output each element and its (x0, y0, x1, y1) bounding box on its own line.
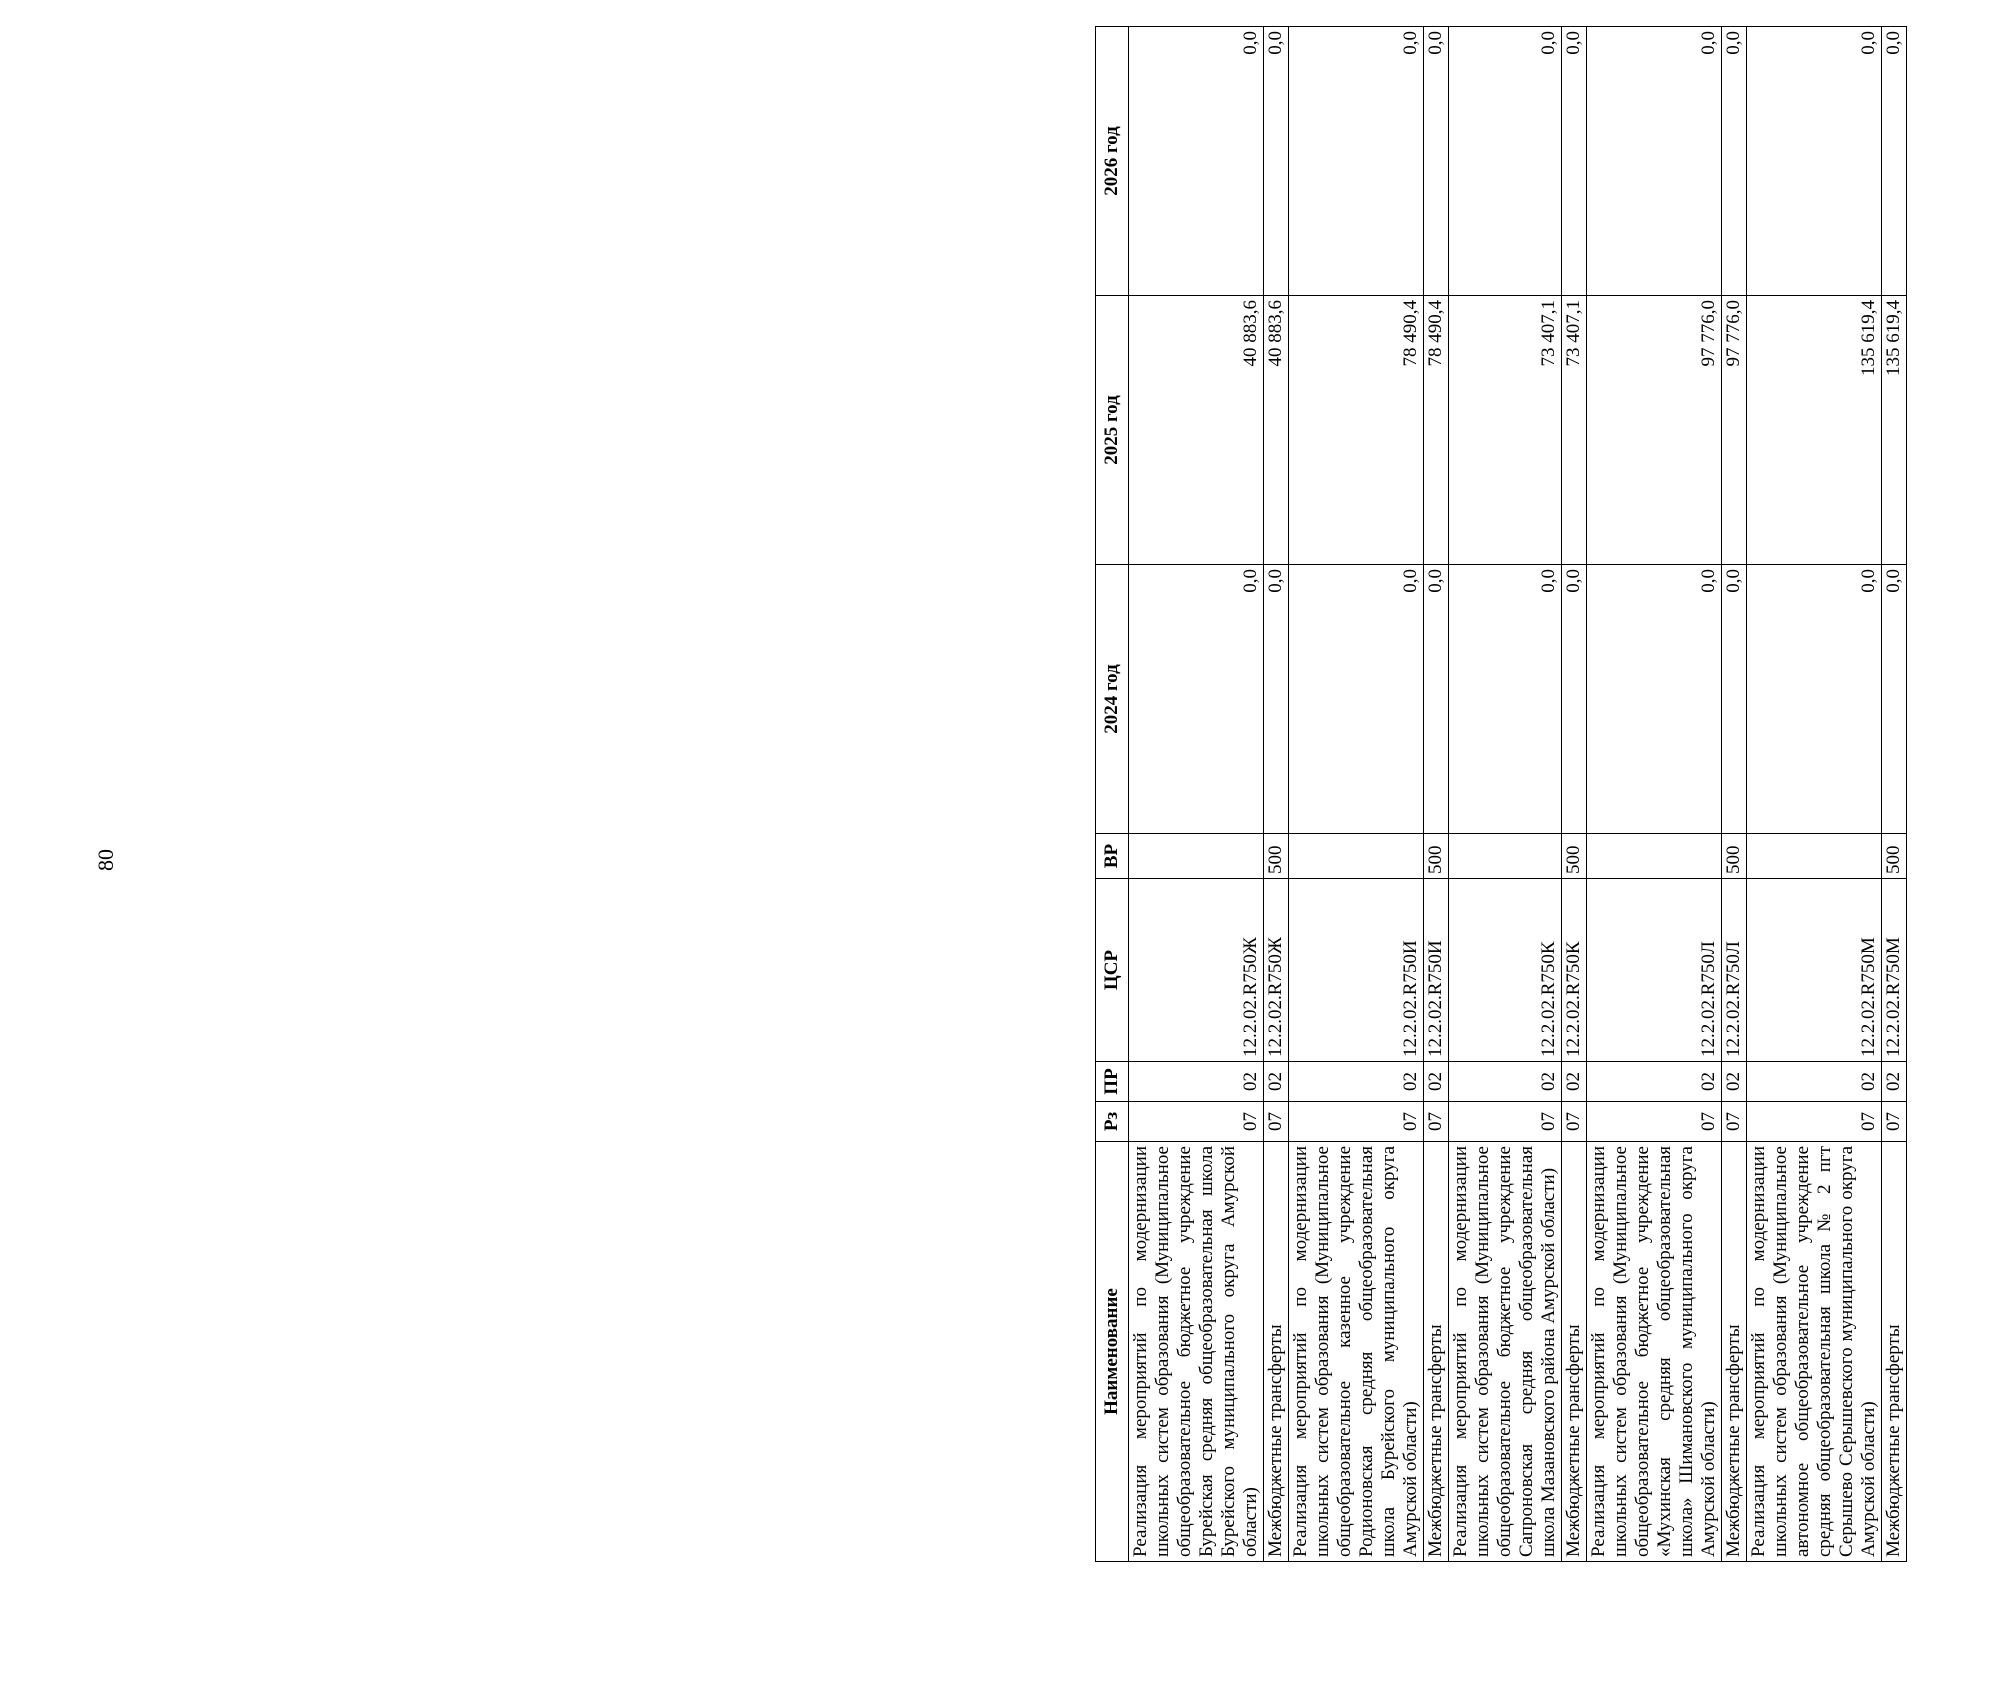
table-row (1722, 27, 1747, 1562)
cell-name: Реализация мероприятий по модернизации школьных систем образования (Муниципальное общеобразовательное бюджетное учреждение «Мухинская средняя общеобразовательная школа» Шимановского муниципального округа Амурской области) (1587, 1142, 1722, 1562)
cell-2024: 0,0 (1289, 565, 1424, 834)
cell-pr: 02 (1449, 1062, 1562, 1102)
table-header-row (1096, 27, 1129, 1562)
cell-name: Реализация мероприятий по модернизации школьных систем образования (Муниципальное автономное общеобразовательное учреждение средняя общеобразовательная школа № 2 пгт Серышево Серышевского муниципального округа Амурской области) (1747, 1142, 1882, 1562)
header-2026: 2026 год (1096, 27, 1129, 296)
cell-2024: 0,0 (1882, 565, 1907, 834)
cell-rz: 07 (1747, 1102, 1882, 1142)
header-name: Наименование (1096, 1142, 1129, 1562)
header-2024: 2024 год (1096, 565, 1129, 834)
cell-2025: 73 407,1 (1449, 296, 1562, 565)
cell-vr (1289, 834, 1424, 879)
cell-name: Межбюджетные трансферты (1882, 1142, 1907, 1562)
table-row (1882, 27, 1907, 1562)
cell-name: Реализация мероприятий по модернизации школьных систем образования (Муниципальное общеобразовательное казенное учреждение Родионовская средняя общеобразовательная школа Бурейского муниципального округа Амурской области) (1289, 1142, 1424, 1562)
cell-pr: 02 (1562, 1062, 1587, 1102)
cell-vr (1449, 834, 1562, 879)
cell-2024: 0,0 (1587, 565, 1722, 834)
cell-name: Межбюджетные трансферты (1424, 1142, 1449, 1562)
cell-pr: 02 (1264, 1062, 1289, 1102)
header-2025: 2025 год (1096, 296, 1129, 565)
cell-rz: 07 (1882, 1102, 1907, 1142)
cell-2024: 0,0 (1449, 565, 1562, 834)
header-csr: ЦСР (1096, 879, 1129, 1062)
cell-2026: 0,0 (1289, 27, 1424, 296)
cell-csr: 12.2.02.R750Ж (1129, 879, 1264, 1062)
cell-csr: 12.2.02.R750К (1449, 879, 1562, 1062)
cell-2026: 0,0 (1882, 27, 1907, 296)
cell-2026: 0,0 (1424, 27, 1449, 296)
cell-csr: 12.2.02.R750М (1747, 879, 1882, 1062)
cell-2024: 0,0 (1562, 565, 1587, 834)
cell-rz: 07 (1722, 1102, 1747, 1142)
cell-rz: 07 (1587, 1102, 1722, 1142)
header-pr: ПР (1096, 1062, 1129, 1102)
cell-2024: 0,0 (1129, 565, 1264, 834)
table-row (1264, 27, 1289, 1562)
cell-rz: 07 (1562, 1102, 1587, 1142)
cell-2026: 0,0 (1129, 27, 1264, 296)
cell-name: Межбюджетные трансферты (1562, 1142, 1587, 1562)
cell-2025: 135 619,4 (1747, 296, 1882, 565)
cell-2025: 135 619,4 (1882, 296, 1907, 565)
cell-2025: 78 490,4 (1289, 296, 1424, 565)
cell-pr: 02 (1424, 1062, 1449, 1102)
cell-2026: 0,0 (1587, 27, 1722, 296)
cell-csr: 12.2.02.R750И (1424, 879, 1449, 1062)
table-row (1449, 27, 1562, 1562)
cell-2025: 40 883,6 (1129, 296, 1264, 565)
cell-pr: 02 (1289, 1062, 1424, 1102)
cell-rz: 07 (1289, 1102, 1424, 1142)
cell-pr: 02 (1882, 1062, 1907, 1102)
cell-rz: 07 (1129, 1102, 1264, 1142)
cell-name: Межбюджетные трансферты (1264, 1142, 1289, 1562)
budget-table-container (1095, 27, 1995, 1562)
header-vr: ВР (1096, 834, 1129, 879)
cell-2026: 0,0 (1264, 27, 1289, 296)
cell-2024: 0,0 (1424, 565, 1449, 834)
cell-csr: 12.2.02.R750Ж (1264, 879, 1289, 1062)
cell-rz: 07 (1449, 1102, 1562, 1142)
cell-pr: 02 (1587, 1062, 1722, 1102)
cell-pr: 02 (1747, 1062, 1882, 1102)
cell-pr: 02 (1722, 1062, 1747, 1102)
budget-table (1095, 26, 1907, 1562)
table-row (1562, 27, 1587, 1562)
cell-vr (1129, 834, 1264, 879)
cell-2025: 78 490,4 (1424, 296, 1449, 565)
cell-2024: 0,0 (1264, 565, 1289, 834)
table-row (1747, 27, 1882, 1562)
header-rz: Рз (1096, 1102, 1129, 1142)
cell-vr (1747, 834, 1882, 879)
cell-csr: 12.2.02.R750К (1562, 879, 1587, 1062)
cell-csr: 12.2.02.R750М (1882, 879, 1907, 1062)
table-row (1289, 27, 1424, 1562)
cell-pr: 02 (1129, 1062, 1264, 1102)
cell-2025: 97 776,0 (1722, 296, 1747, 565)
cell-name: Межбюджетные трансферты (1722, 1142, 1747, 1562)
table-row (1129, 27, 1264, 1562)
cell-vr: 500 (1264, 834, 1289, 879)
cell-2026: 0,0 (1562, 27, 1587, 296)
cell-vr: 500 (1424, 834, 1449, 879)
cell-2024: 0,0 (1722, 565, 1747, 834)
cell-csr: 12.2.02.R750Л (1722, 879, 1747, 1062)
cell-2026: 0,0 (1722, 27, 1747, 296)
cell-rz: 07 (1424, 1102, 1449, 1142)
page-number: 80 (93, 849, 118, 871)
cell-2024: 0,0 (1747, 565, 1882, 834)
cell-vr: 500 (1722, 834, 1747, 879)
cell-2026: 0,0 (1449, 27, 1562, 296)
cell-vr: 500 (1882, 834, 1907, 879)
cell-csr: 12.2.02.R750И (1289, 879, 1424, 1062)
cell-rz: 07 (1264, 1102, 1289, 1142)
cell-2025: 73 407,1 (1562, 296, 1587, 565)
cell-csr: 12.2.02.R750Л (1587, 879, 1722, 1062)
cell-2025: 40 883,6 (1264, 296, 1289, 565)
cell-name: Реализация мероприятий по модернизации школьных систем образования (Муниципальное общеобразовательное бюджетное учреждение Сапроновская средняя общеобразовательная школа Мазановского района Амурской области) (1449, 1142, 1562, 1562)
table-row (1424, 27, 1449, 1562)
cell-2025: 97 776,0 (1587, 296, 1722, 565)
cell-vr (1587, 834, 1722, 879)
table-row (1587, 27, 1722, 1562)
cell-2026: 0,0 (1747, 27, 1882, 296)
cell-vr: 500 (1562, 834, 1587, 879)
cell-name: Реализация мероприятий по модернизации школьных систем образования (Муниципальное общеобразовательное бюджетное учреждение Бурейская средняя общеобразовательная школа Бурейского муниципального округа Амурской области) (1129, 1142, 1264, 1562)
